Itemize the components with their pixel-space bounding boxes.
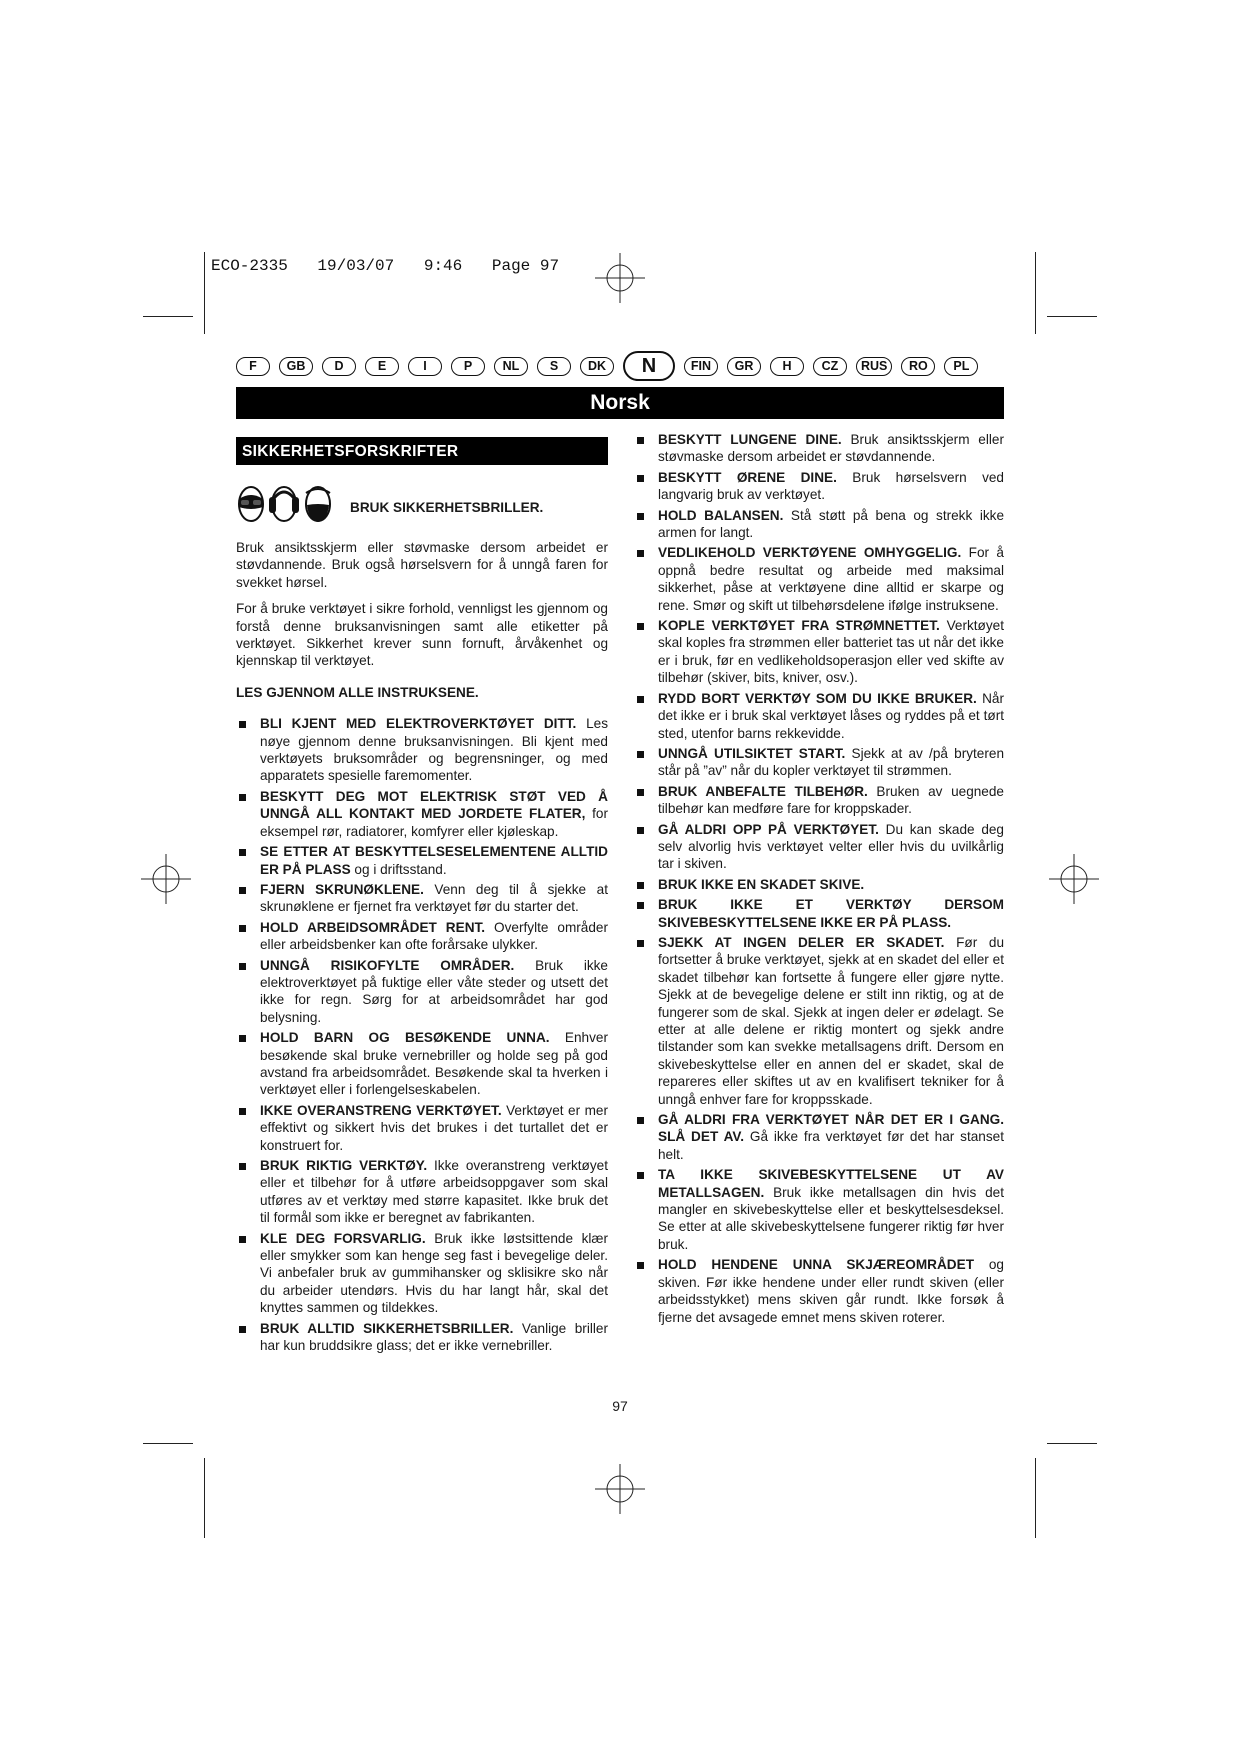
safety-rule-title: BRUK ANBEFALTE TILBEHØR.	[658, 783, 868, 799]
safety-rule-title: RYDD BORT VERKTØY SOM DU IKKE BRUKER.	[658, 690, 977, 706]
safety-rule-text: og skiven. Før ikke hendene under eller rundt skiven (eller arbeidsstykket) mens skiven går rundt. Ikke forsøk å fjerne det avsagede emnet mens skiven roterer.	[658, 1257, 1004, 1325]
language-banner	[236, 387, 1004, 419]
left-safety-list	[236, 715, 608, 1354]
language-tab-n[interactable]: N	[623, 351, 675, 381]
safety-rule-item	[634, 896, 1004, 931]
safety-rule-title: BRUK ALLTID SIKKERHETSBRILLER.	[260, 1320, 514, 1336]
registration-mark-icon	[595, 1464, 645, 1514]
safety-rule-title: BRUK IKKE ET VERKTØY DERSOM SKIVEBESKYTTELSENE IKKE ER PÅ PLASS.	[658, 897, 1004, 930]
safety-rule-title: HOLD HENDENE UNNA SKJÆREOMRÅDET	[658, 1257, 974, 1273]
safety-rule-item	[634, 783, 1004, 818]
language-tab-pl[interactable]: PL	[944, 357, 978, 376]
language-tabs	[236, 349, 1006, 383]
language-tab-dk[interactable]: DK	[580, 357, 614, 376]
safety-rule-item	[236, 1029, 608, 1099]
safety-rule-text: Bruk ikke metallsagen din hvis det mangler en skivebeskyttelse eller et beskyttelsesdeksel. Se etter at alle skivebeskyttelsene fungerer riktig før hver bruk.	[658, 1184, 1004, 1252]
safety-rule-text: Enhver besøkende skal bruke vernebriller og holde seg på god avstand fra arbeidsområdet. Besøkende skal ta hverken i verktøyet eller i forlengelseskabelen.	[260, 1030, 609, 1098]
crop-mark	[1035, 252, 1036, 334]
icons-label: BRUK SIKKERHETSBRILLER.	[350, 500, 544, 516]
safety-rule-item	[634, 934, 1004, 1108]
safety-rule-text: Verktøyet skal koples fra strømmen eller batteriet tas ut når det ikke er i bruk, før en vedlikeholdsoperasjon eller ved skifte av tilbehør (skiver, bits, kniver, osv.).	[658, 618, 1004, 686]
language-tab-i[interactable]: I	[408, 357, 442, 376]
language-tab-e[interactable]: E	[365, 357, 399, 376]
safety-rule-item	[634, 431, 1004, 466]
safety-rule-title: HOLD ARBEIDSOMRÅDET RENT.	[260, 919, 486, 935]
right-column	[634, 431, 1004, 1329]
print-slug	[211, 257, 579, 275]
safety-icons-row	[236, 481, 608, 527]
safety-rule-title: BESKYTT LUNGENE DINE.	[658, 432, 842, 447]
safety-rule-item	[634, 876, 1004, 893]
safety-rule-text: Les nøye gjennom denne bruksanvisningen. Bli kjent med verktøyets bruksområder og begrensninger, og med apparatets spesielle faremomenter.	[260, 716, 608, 784]
crop-mark	[143, 1443, 193, 1444]
safety-rule-title: SE ETTER AT BESKYTTELSESELEMENTENE ALLTID ER PÅ PLASS	[260, 844, 608, 877]
safety-rule-title: BRUK IKKE EN SKADET SKIVE.	[658, 876, 865, 892]
safety-rule-title: GÅ ALDRI FRA VERKTØYET NÅR DET ER I GANG. SLÅ DET AV.	[658, 1112, 1004, 1145]
safety-rule-item	[236, 919, 608, 954]
safety-rule-item	[634, 821, 1004, 873]
safety-rule-item	[236, 788, 608, 840]
safety-glasses-ear-mask-icon	[236, 481, 336, 527]
language-tab-s[interactable]: S	[537, 357, 571, 376]
safety-rule-title: BRUK RIKTIG VERKTØY.	[260, 1158, 428, 1173]
page-number: 97	[612, 1398, 628, 1414]
language-tab-f[interactable]: F	[236, 357, 270, 376]
safety-rule-item	[634, 1111, 1004, 1163]
language-tab-gb[interactable]: GB	[279, 357, 313, 376]
slug-date: 19/03/07	[317, 257, 395, 275]
safety-rule-item	[236, 957, 608, 1027]
safety-rule-item	[236, 1102, 608, 1154]
safety-rule-title: SJEKK AT INGEN DELER ER SKADET.	[658, 934, 945, 950]
language-tab-nl[interactable]: NL	[494, 357, 528, 376]
language-tab-p[interactable]: P	[451, 357, 485, 376]
safety-rule-title: BESKYTT ØRENE DINE.	[658, 469, 837, 485]
safety-rule-title: TA IKKE SKIVEBESKYTTELSENE UT AV METALLSAGEN.	[658, 1167, 1004, 1200]
safety-rule-text: Bruken av uegnede tilbehør kan medføre fare for kroppskader.	[658, 783, 1004, 817]
language-tab-gr[interactable]: GR	[727, 357, 761, 376]
safety-rule-text: Bruk ansiktsskjerm eller støvmaske dersom arbeidet er støvdannende.	[658, 432, 1004, 465]
safety-rule-text: Vanlige briller har kun bruddsikre glass; det er ikke vernebriller.	[260, 1320, 608, 1354]
safety-rule-item	[634, 544, 1004, 614]
registration-mark-icon	[1049, 854, 1099, 904]
language-tab-ro[interactable]: RO	[901, 357, 935, 376]
safety-rule-title: KOPLE VERKTØYET FRA STRØMNETTET.	[658, 618, 940, 634]
left-column	[236, 437, 608, 1357]
safety-rule-text: Når det ikke er i bruk skal verktøyet låses og ryddes på et tørt sted, utenfor barns rekkevidde.	[658, 690, 1005, 741]
safety-rule-text: Bruk ikke elektroverktøyet på fuktige eller våte steder og utsett det ikke for regn. Sørg for at arbeidsområdet har god belysning.	[260, 957, 608, 1025]
slug-page: Page 97	[491, 257, 560, 275]
safety-rule-text: Overfylte områder eller arbeidsbenker kan ofte forårsake ulykker.	[260, 919, 609, 953]
safety-rule-item	[634, 1166, 1004, 1253]
crop-mark	[204, 1458, 205, 1538]
safety-rule-item	[634, 617, 1004, 687]
safety-rule-item	[634, 745, 1004, 780]
safety-rule-text: For å oppnå bedre resultat og arbeide med maksimal sikkerhet, påse at verktøyene dine alltid er skarpe og rene. Smør og skift ut tilbehørsdelene ifølge instruksene.	[658, 545, 1004, 613]
safety-rule-title: BESKYTT DEG MOT ELEKTRISK STØT VED Å UNNGÅ ALL KONTAKT MED JORDETE FLATER,	[260, 788, 608, 822]
safety-rule-text: Du kan skade deg selv alvorlig hvis verktøyet velter eller hvis du uvilkårlig tar i skiven.	[658, 821, 1004, 872]
language-tab-h[interactable]: H	[770, 357, 804, 376]
crop-mark	[143, 316, 193, 317]
safety-rule-item	[634, 1256, 1004, 1326]
safety-rule-text: Gå ikke fra verktøyet før det har stanset helt.	[658, 1129, 1005, 1162]
safety-rule-title: GÅ ALDRI OPP PÅ VERKTØYET.	[658, 821, 879, 837]
safety-rule-item	[236, 881, 608, 916]
safety-rule-item	[236, 843, 608, 878]
language-tab-d[interactable]: D	[322, 357, 356, 376]
crop-mark	[1035, 1458, 1036, 1538]
safety-rule-text: Ikke overanstreng verktøyet eller et tilbehør for å utføre arbeidsoppgaver som skal utføres av et verktøy med større kapasitet. Ikke bruk det til formål som ikke er beregnet av fabrikanten.	[260, 1158, 608, 1226]
safety-rule-text: og i driftsstand.	[350, 861, 447, 877]
safety-rule-title: VEDLIKEHOLD VERKTØYENE OMHYGGELIG.	[658, 545, 962, 561]
right-safety-list	[634, 431, 1004, 1326]
safety-rule-item	[236, 1230, 608, 1317]
crop-mark	[1047, 1443, 1097, 1444]
language-tab-cz[interactable]: CZ	[813, 357, 847, 376]
safety-rule-title: HOLD BALANSEN.	[658, 507, 784, 523]
intro-paragraph: For å bruke verktøyet i sikre forhold, vennligst les gjennom og forstå denne bruksanvisningen samt alle etiketter på verktøyet. Sikkerhet krever sunn fornuft, årvåkenhet og kjennskap til verktøyet.	[236, 601, 608, 669]
safety-rule-text: Venn deg til å sjekke at skrunøklene er fjernet fra verktøyet før du starter det.	[260, 881, 608, 915]
safety-rule-text: Sjekk at av /på bryteren står på ”av” når du kopler verktøyet til strømmen.	[658, 745, 1005, 779]
safety-rule-text: for eksempel rør, radiatorer, komfyrer eller kjøleskap.	[260, 806, 608, 839]
safety-rule-title: HOLD BARN OG BESØKENDE UNNA.	[260, 1030, 550, 1046]
safety-rule-text: Bruk ikke løstsittende klær eller smykker som kan henge seg fast i bevegelige deler. Vi anbefaler bruk av gummihansker og sklisikre sko når du arbeider utendørs. Hvis du har langt hår, skal det knyttes sammen og tildekkes.	[260, 1230, 608, 1316]
safety-rule-text: Bruk hørselsvern ved langvarig bruk av verktøyet.	[658, 469, 1004, 503]
safety-rule-item	[634, 469, 1004, 504]
slug-time: 9:46	[423, 257, 463, 275]
read-instructions-heading: LES GJENNOM ALLE INSTRUKSENE.	[236, 684, 479, 700]
safety-rule-title: IKKE OVERANSTRENG VERKTØYET.	[260, 1102, 502, 1118]
safety-rule-title: FJERN SKRUNØKLENE.	[260, 881, 424, 897]
intro-paragraph: Bruk ansiktsskjerm eller støvmaske dersom arbeidet er støvdannende. Bruk også hørselsvern for å unngå faren for svekket hørsel.	[236, 540, 608, 590]
safety-rule-item	[236, 1320, 608, 1355]
safety-rule-item	[634, 690, 1004, 742]
language-tab-rus[interactable]: RUS	[856, 357, 892, 376]
registration-mark-icon	[595, 253, 645, 303]
banner-title: Norsk	[590, 391, 650, 414]
safety-rule-item	[236, 1157, 608, 1227]
safety-rule-title: BLI KJENT MED ELEKTROVERKTØYET DITT.	[260, 716, 577, 732]
crop-mark	[1047, 316, 1097, 317]
safety-rule-text: Før du fortsetter å bruke verktøyet, sjekk at en skadet del eller et skadet tilbehør kan fortsette å fungere eller gjøre nytte. Sjekk at de bevegelige delene er stilt inn riktig, og at de fungerer som de skal. Sjekk at ingen deler er ødelagt. Se etter at alle delene er riktig montert og sjekk andre tilstander som kan svekke metallsagens drift. Dersom en skivebeskyttelse eller en annen del er skadet, skal de repareres eller skiftes ut av en kvalifisert tekniker for å unngå enhver fare for kroppsskade.	[658, 934, 1005, 1107]
safety-rule-text: Stå støtt på bena og strekk ikke armen for langt.	[658, 507, 1004, 541]
safety-rule-text: Verktøyet er mer effektivt og sikkert hvis det brukes i det turtallet det er konstruert for.	[260, 1102, 609, 1153]
safety-rule-item	[236, 715, 608, 785]
crop-mark	[204, 252, 205, 334]
safety-rule-title: KLE DEG FORSVARLIG.	[260, 1230, 426, 1246]
safety-rule-title: UNNGÅ UTILSIKTET START.	[658, 745, 846, 761]
language-tab-fin[interactable]: FIN	[684, 357, 718, 376]
section-title: SIKKERHETSFORSKRIFTER	[236, 437, 608, 465]
safety-rule-item	[634, 507, 1004, 542]
slug-file: ECO-2335	[211, 257, 288, 275]
safety-rule-title: UNNGÅ RISIKOFYLTE OMRÅDER.	[260, 957, 515, 973]
